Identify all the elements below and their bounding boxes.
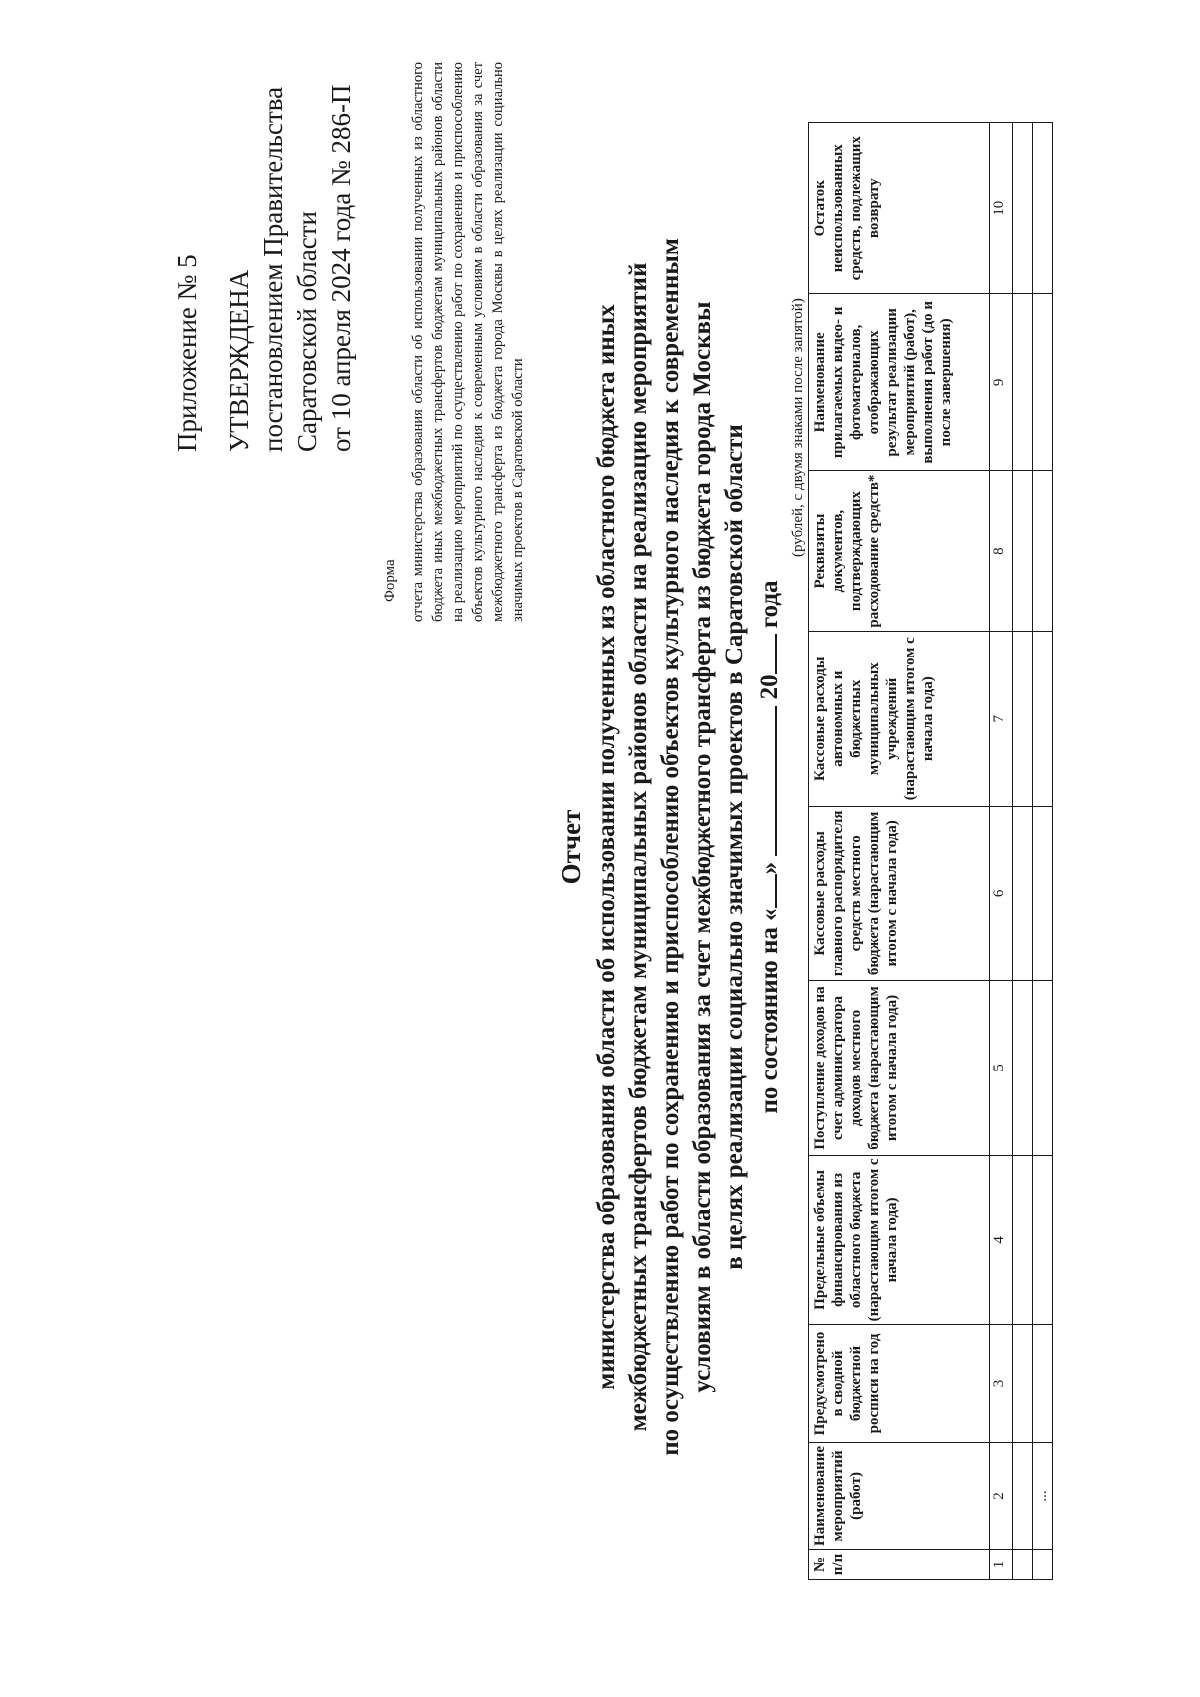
- approval-line-1: постановлением Правительства: [258, 86, 288, 452]
- table-row: [1013, 123, 1033, 1580]
- table-header-row: [809, 123, 990, 1580]
- form-description: отчета министерства образования области об использовании полученных из областного бюджета иных межбюджетных трансфертов бюджетам муниципальных районов области на реализацию мероприятий по осуществлению работ по сохранению и приспособлению объектов культурного наследия к современным условиям в области образования за счет межбюджетного трансферта из бюджета города Москвы в целях реализации социально значимых проектов в Саратовской области: [410, 62, 526, 622]
- title-line-5: в целях реализации социально значимых проектов в Саратовской области: [721, 424, 748, 1270]
- column-number: 6: [990, 806, 1013, 981]
- header-cell: Кассовые расходы главного распорядителя средств местного бюджета (нарастающим итогом с начала года): [809, 806, 990, 981]
- header-cell: Кассовые расходы автономных и бюджетных муниципальных учреждений (нарастающим итогом с начала года): [809, 631, 990, 806]
- table-cell: [1033, 1550, 1053, 1580]
- report-title: [555, 117, 786, 1577]
- header-cell: Наименование мероприятий (работ): [809, 1442, 990, 1549]
- table-cell: [1033, 1325, 1053, 1443]
- report-date-line: [753, 117, 786, 1577]
- table-cell: [1013, 631, 1033, 806]
- table-cell: [1033, 631, 1053, 806]
- table-cell: [1013, 1325, 1033, 1443]
- date-suffix: года: [756, 580, 783, 629]
- table-cell: [1013, 471, 1033, 632]
- year-blank: [753, 634, 777, 674]
- table-cell: [1033, 981, 1053, 1156]
- column-number: 10: [990, 123, 1013, 294]
- header-cell: Предусмотрено в сводной бюджетной росписи на год: [809, 1325, 990, 1443]
- title-line-3: по осуществлению работ по сохранению и приспособлению объектов культурного наследия к современным: [657, 238, 684, 1456]
- date-year: 20: [756, 674, 783, 700]
- day-blank: [753, 874, 777, 908]
- header-cell: Наименование прилагаемых видео- и фотоматериалов, отображающих результат реализации мероприятий (работ), выполнения работ (до и после завершения): [809, 294, 990, 471]
- table-cell: [1033, 806, 1053, 981]
- table-cell: [1033, 123, 1053, 294]
- approval-block: [170, 85, 358, 453]
- table-cell: [1033, 294, 1053, 471]
- table-cell: ...: [1033, 1442, 1053, 1549]
- table-cell: [1033, 1155, 1053, 1324]
- table-cell: [1013, 1155, 1033, 1324]
- column-number: 9: [990, 294, 1013, 471]
- annex-number: Приложение № 5: [172, 254, 202, 452]
- column-number: 5: [990, 981, 1013, 1156]
- column-number: 7: [990, 631, 1013, 806]
- month-blank: [753, 706, 777, 856]
- column-number: 3: [990, 1325, 1013, 1443]
- table-cell: [1013, 981, 1033, 1156]
- form-label: Форма: [382, 559, 398, 602]
- column-number: 2: [990, 1442, 1013, 1549]
- title-line-1: министерства образования области об использовании полученных из областного бюджета иных: [593, 304, 620, 1390]
- report-table: [808, 122, 1053, 1580]
- column-number-row: [990, 123, 1013, 1580]
- column-number: 1: [990, 1550, 1013, 1580]
- approval-line-2: Саратовской области: [292, 211, 322, 452]
- approved-label: УТВЕРЖДЕНА: [224, 269, 254, 452]
- header-cell: Поступление доходов на счет администратора доходов местного бюджета (нарастающим итогом с начала года): [809, 981, 990, 1156]
- title-line-2: межбюджетных трансфертов бюджетам муниципальных районов области на реализацию мероприятий: [625, 262, 652, 1432]
- date-quote-close: »: [756, 861, 783, 875]
- title-line-4: условиям в области образования за счет межбюджетного трансферта из бюджета города Москвы: [689, 301, 716, 1393]
- table-cell: [1013, 123, 1033, 294]
- header-cell: № п/п: [809, 1550, 990, 1580]
- column-number: 8: [990, 471, 1013, 632]
- table-row: [1033, 123, 1053, 1580]
- column-number: 4: [990, 1155, 1013, 1324]
- title-main: Отчет: [556, 809, 586, 885]
- header-cell: Остаток неиспользованных средств, подлежащих возврату: [809, 123, 990, 294]
- table-cell: [1013, 294, 1033, 471]
- table-cell: [1033, 471, 1053, 632]
- header-cell: Предельные объемы финансирования из областного бюджета (нарастающим итогом с начала года): [809, 1155, 990, 1324]
- header-cell: Реквизиты документов, подтверждающих расходование средств*: [809, 471, 990, 632]
- date-prefix: по состоянию на «: [756, 908, 783, 1114]
- table-cell: [1013, 806, 1033, 981]
- table-cell: [1013, 1442, 1033, 1549]
- unit-note: (рублей, с двумя знаками после запятой): [790, 298, 806, 557]
- approval-line-3: от 10 апреля 2024 года № 286-П: [326, 84, 356, 452]
- table-cell: [1013, 1550, 1033, 1580]
